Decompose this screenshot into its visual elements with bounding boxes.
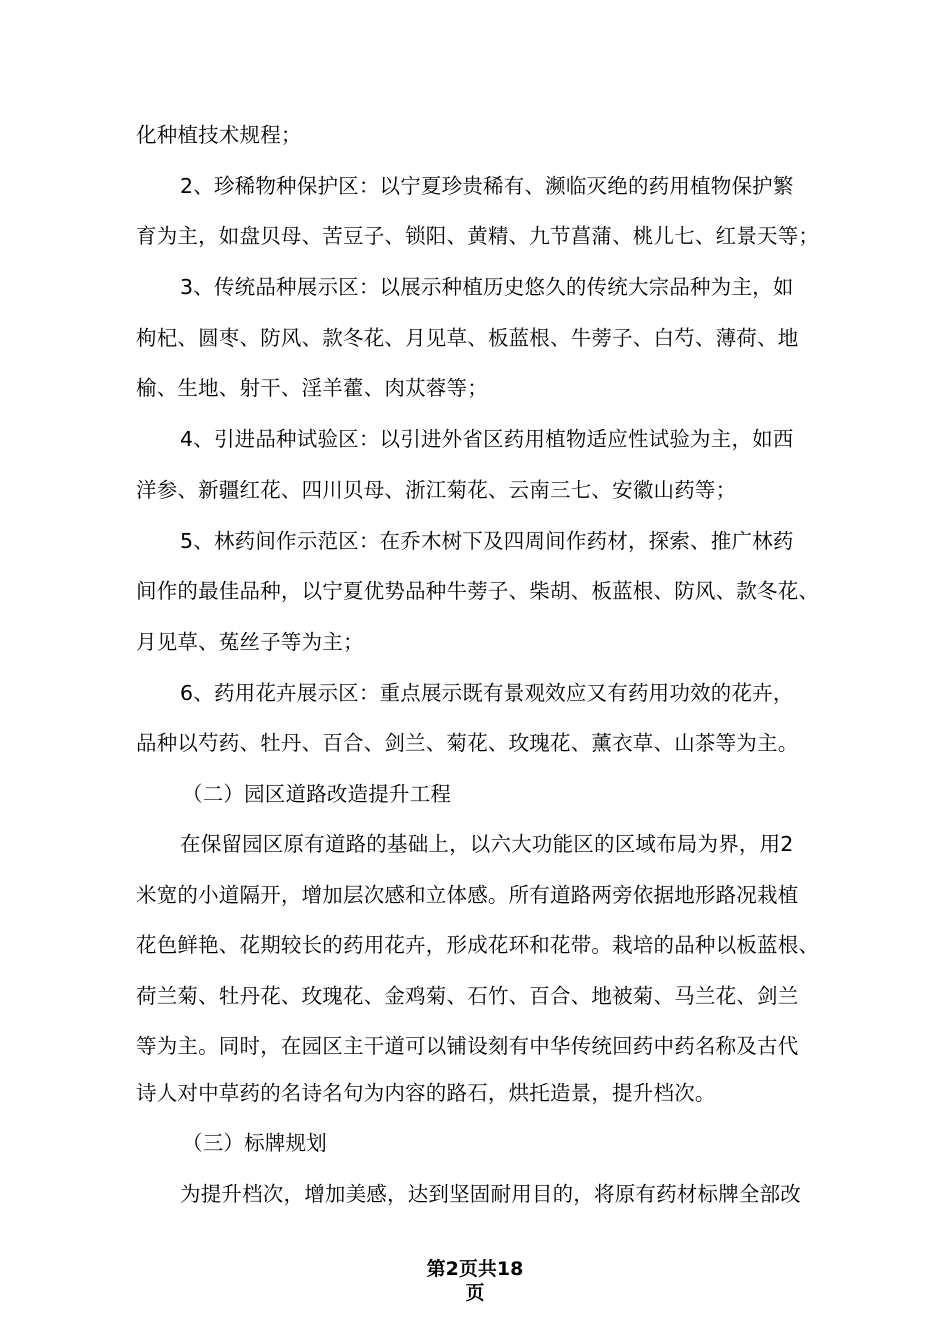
text-line: 5、林药间作示范区：在乔木树下及四周间作药材，探索、推广林药 bbox=[180, 529, 794, 553]
text-line: 等为主。同时，在园区主干道可以铺设刻有中华传统回药中药名称及古代 bbox=[136, 1034, 799, 1058]
text-line: 化种植技术规程； bbox=[136, 123, 302, 147]
text-line: 花色鲜艳、花期较长的药用花卉，形成花环和花带。栽培的品种以板蓝根、 bbox=[136, 933, 820, 957]
text-line: 诗人对中草药的名诗名句为内容的路石，烘托造景，提升档次。 bbox=[136, 1081, 716, 1105]
text-line: 洋参、新疆红花、四川贝母、浙江菊花、云南三七、安徽山药等； bbox=[136, 478, 737, 502]
text-line: 2、珍稀物种保护区：以宁夏珍贵稀有、濒临灭绝的药用植物保护繁 bbox=[180, 174, 794, 198]
text-line: 间作的最佳品种，以宁夏优势品种牛蒡子、柴胡、板蓝根、防风、款冬花、 bbox=[136, 579, 820, 603]
text-line: 月见草、菟丝子等为主； bbox=[136, 630, 364, 654]
text-line: 育为主，如盘贝母、苦豆子、锁阳、黄精、九节菖蒲、桃儿七、红景天等； bbox=[136, 224, 820, 248]
page-number: 第2页共18 bbox=[426, 1258, 524, 1280]
section-heading: （三）标牌规划 bbox=[182, 1131, 327, 1155]
text-line: 品种以芍药、牡丹、百合、剑兰、菊花、玫瑰花、薰衣草、山茶等为主。 bbox=[136, 731, 799, 755]
text-line: 6、药用花卉展示区：重点展示既有景观效应又有药用功效的花卉， bbox=[180, 681, 794, 705]
text-line: 4、引进品种试验区：以引进外省区药用植物适应性试验为主，如西 bbox=[180, 427, 794, 451]
text-line: 在保留园区原有道路的基础上，以六大功能区的区域布局为界，用2 bbox=[180, 832, 794, 856]
text-line: 3、传统品种展示区：以展示种植历史悠久的传统大宗品种为主，如 bbox=[180, 275, 794, 299]
text-line: 米宽的小道隔开，增加层次感和立体感。所有道路两旁依据地形路况栽植 bbox=[136, 883, 799, 907]
text-line: 荷兰菊、牡丹花、玫瑰花、金鸡菊、石竹、百合、地被菊、马兰花、剑兰 bbox=[136, 984, 799, 1008]
text-line: 榆、生地、射干、淫羊藿、肉苁蓉等； bbox=[136, 376, 488, 400]
page-number-continued: 页 bbox=[465, 1282, 485, 1304]
text-line: 枸杞、圆枣、防风、款冬花、月见草、板蓝根、牛蒡子、白芍、薄荷、地 bbox=[136, 326, 799, 350]
section-heading: （二）园区道路改造提升工程 bbox=[182, 782, 452, 806]
text-line: 为提升档次，增加美感，达到坚固耐用目的，将原有药材标牌全部改 bbox=[180, 1182, 801, 1206]
